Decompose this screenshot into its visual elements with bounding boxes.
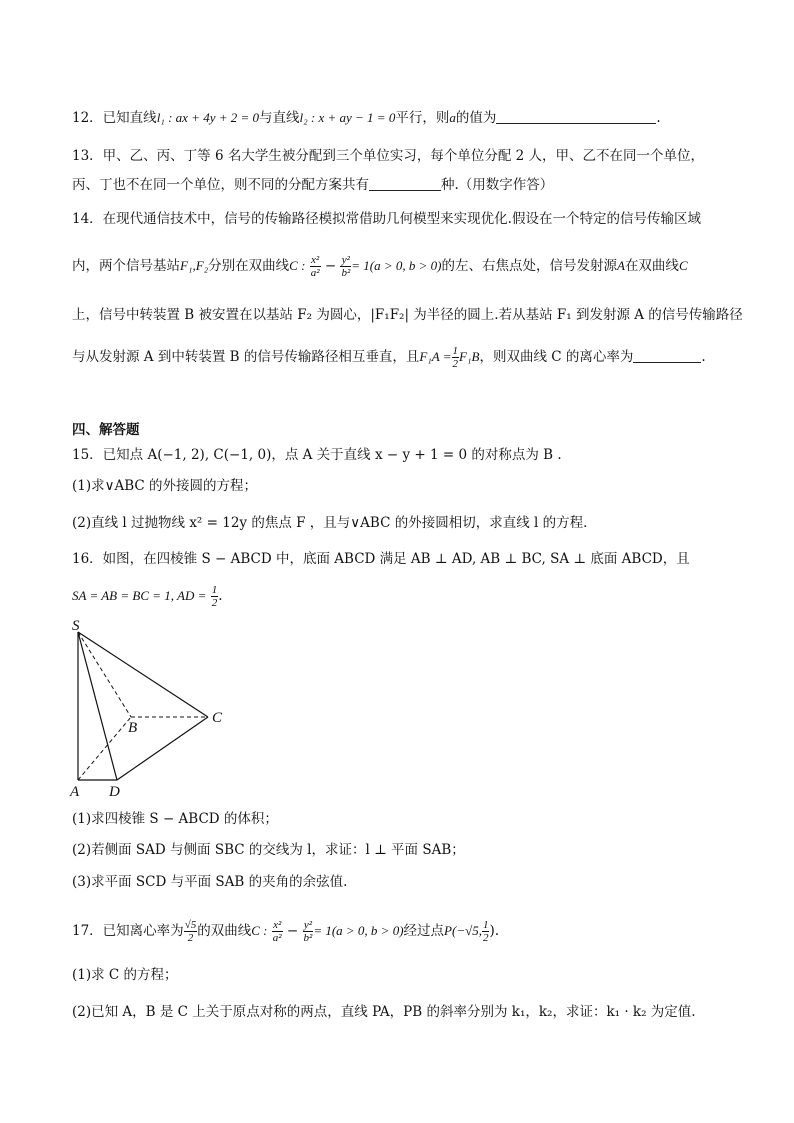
q12-line-l2: l₂ : x + ay − 1 = 0 bbox=[299, 110, 396, 125]
section-heading: 四、解答题 bbox=[72, 422, 140, 438]
q14-end: . bbox=[701, 349, 706, 365]
label-d: D bbox=[109, 784, 120, 800]
q16-end: . bbox=[218, 588, 223, 604]
pyramid-figure bbox=[64, 618, 234, 800]
q14-foci: F₁,F₂ bbox=[180, 258, 209, 273]
q17-curve-name: C : bbox=[251, 923, 268, 938]
q17-frac-y: $\frac{\text{y²}}{\text{b²}}$ bbox=[303, 919, 313, 944]
q16-part-3: (3)求平面 SCD 与平面 SAB 的夹角的余弦值. bbox=[72, 874, 348, 890]
q17-point: P(−√5, bbox=[444, 923, 482, 938]
q17-part-2: (2)已知 A，B 是 C 上关于原点对称的两点，直线 PA，PB 的斜率分别为 k₁，k₂，求证：k₁ · k₂ 为定值. bbox=[72, 1004, 696, 1020]
q12-answer-blank[interactable] bbox=[496, 109, 656, 124]
q13-line-2 bbox=[72, 175, 734, 195]
q12-text: 12．已知直线 bbox=[72, 110, 157, 126]
q12-text-post2: 的值为 bbox=[455, 110, 497, 126]
q14-curve-c: C bbox=[678, 258, 688, 273]
edge-sb-hidden bbox=[78, 632, 131, 717]
q14-text-4: 与从发射源 A 到中转装置 B 的信号传输路径相互垂直，且 bbox=[72, 349, 420, 365]
q16-line-2 bbox=[72, 584, 734, 609]
q15-part-2: (2)直线 l 过抛物线 x² = 12y 的焦点 F ，且与∨ABC 的外接圆相切，求直线 l 的方程. bbox=[72, 515, 588, 531]
q16-frac-half: $\frac{1}{2}$ bbox=[211, 584, 218, 609]
q17-text-mid: 的双曲线 bbox=[197, 923, 252, 939]
q14-vector-right: F₁B bbox=[459, 349, 480, 364]
q13-text-post: 种.（用数字作答） bbox=[441, 177, 554, 193]
q15-line-1: 15．已知点 A(−1, 2), C(−1, 0)，点 A 关于直线 x − y + 1 = 0 的对称点为 B . bbox=[72, 447, 562, 463]
q14-text-post: 的左、右焦点处，信号发射源 bbox=[441, 258, 617, 274]
q12-var-a: a bbox=[449, 110, 456, 125]
q17-text: 17．已知离心率为 bbox=[72, 923, 184, 939]
q17-text-post: 经过点 bbox=[403, 923, 445, 939]
question-17: 17．已知离心率为 $\frac{√5}{2}$ 的双曲线C : $\frac{\text{x²}}{\text{a²}}$ − $\frac{\text{y²}}{\text{b²}}$ = 1(a > 0, b > 0)经过点P(−√5, $\frac{1}{2}$ ). bbox=[72, 919, 500, 944]
q14-line-3: 上，信号中转装置 B 被安置在以基站 F₂ 为圆心，|F₁F₂| 为半径的圆上.若从基站 F₁ 到发射源 A 的信号传输路径 bbox=[72, 307, 743, 323]
label-a: A bbox=[70, 784, 80, 800]
q14-line-1: 14．在现代通信技术中，信号的传输路径模拟常借助几何模型来实现优化.假设在一个特定的信号传输区域 bbox=[72, 211, 701, 227]
q14-half: $\frac{1}{2}$ bbox=[452, 345, 459, 370]
q14-answer-blank[interactable] bbox=[633, 348, 701, 363]
q16-line-1: 16．如图，在四棱锥 S − ABCD 中，底面 ABCD 满足 AB ⊥ AD, AB ⊥ BC, SA ⊥ 底面 ABCD，且 bbox=[72, 551, 690, 567]
label-s: S bbox=[72, 618, 80, 634]
q16-part-2: (2)若侧面 SAD 与侧面 SBC 的交线为 l，求证：l ⊥ 平面 SAB； bbox=[72, 842, 465, 858]
q13-line-1: 13．甲、乙、丙、丁等 6 名大学生被分配到三个单位实习，每个单位分配 2 人，甲、乙不在同一个单位， bbox=[72, 148, 705, 164]
q14-text-mid: 分别在双曲线 bbox=[208, 258, 290, 274]
q14-condition: = 1(a > 0, b > 0) bbox=[351, 258, 442, 273]
q17-part-1: (1)求 C 的方程； bbox=[72, 967, 178, 983]
q16-part-1: (1)求四棱锥 S − ABCD 的体积； bbox=[72, 811, 278, 827]
q14-curve-name: C : bbox=[289, 258, 306, 273]
q12-text-post: 平行，则 bbox=[395, 110, 450, 126]
q17-point-frac: $\frac{1}{2}$ bbox=[482, 919, 489, 944]
edge-ab-hidden bbox=[78, 717, 131, 780]
label-b: B bbox=[128, 720, 138, 736]
q12-line-l1: l₁ : ax + 4y + 2 = 0 bbox=[156, 110, 260, 125]
q17-condition: = 1(a > 0, b > 0) bbox=[313, 923, 404, 938]
q16-given: SA = AB = BC = 1, AD = bbox=[72, 588, 207, 603]
label-c: C bbox=[212, 710, 223, 726]
q13-text: 丙、丁也不在同一个单位，则不同的分配方案共有 bbox=[72, 177, 369, 193]
q14-line-4 bbox=[72, 345, 734, 370]
q13-answer-blank[interactable] bbox=[369, 176, 441, 191]
q14-frac-y: $\frac{\text{y²}}{\text{b²}}$ bbox=[341, 254, 351, 279]
q15-part-1: (1)求∨ABC 的外接圆的方程； bbox=[72, 478, 258, 494]
q14-vector-left: F₁A = bbox=[419, 349, 452, 364]
q14-text: 内，两个信号基站 bbox=[72, 258, 180, 274]
q17-frac-x: $\frac{\text{x²}}{\text{a²}}$ bbox=[272, 919, 282, 944]
q14-text-end: 在双曲线 bbox=[624, 258, 679, 274]
question-12 bbox=[72, 108, 734, 128]
q14-frac-x: $\frac{\text{x²}}{\text{a²}}$ bbox=[310, 254, 320, 279]
q14-text-4-post: ，则双曲线 C 的离心率为 bbox=[479, 349, 634, 365]
q17-eccentricity: $\frac{√5}{2}$ bbox=[184, 919, 197, 944]
q14-line-2: 内，两个信号基站F₁,F₂分别在双曲线C : $\frac{\text{x²}}{\text{a²}}$ − $\frac{\text{y²}}{\text{b²}}$ = 1(a > 0, b > 0)的左、右焦点处，信号发射源A在双曲线C bbox=[72, 254, 688, 279]
q14-point-a: A bbox=[616, 258, 625, 273]
q12-text-mid: 与直线 bbox=[259, 110, 300, 126]
q12-end: . bbox=[656, 110, 661, 126]
q17-point-end: ). bbox=[489, 923, 500, 939]
